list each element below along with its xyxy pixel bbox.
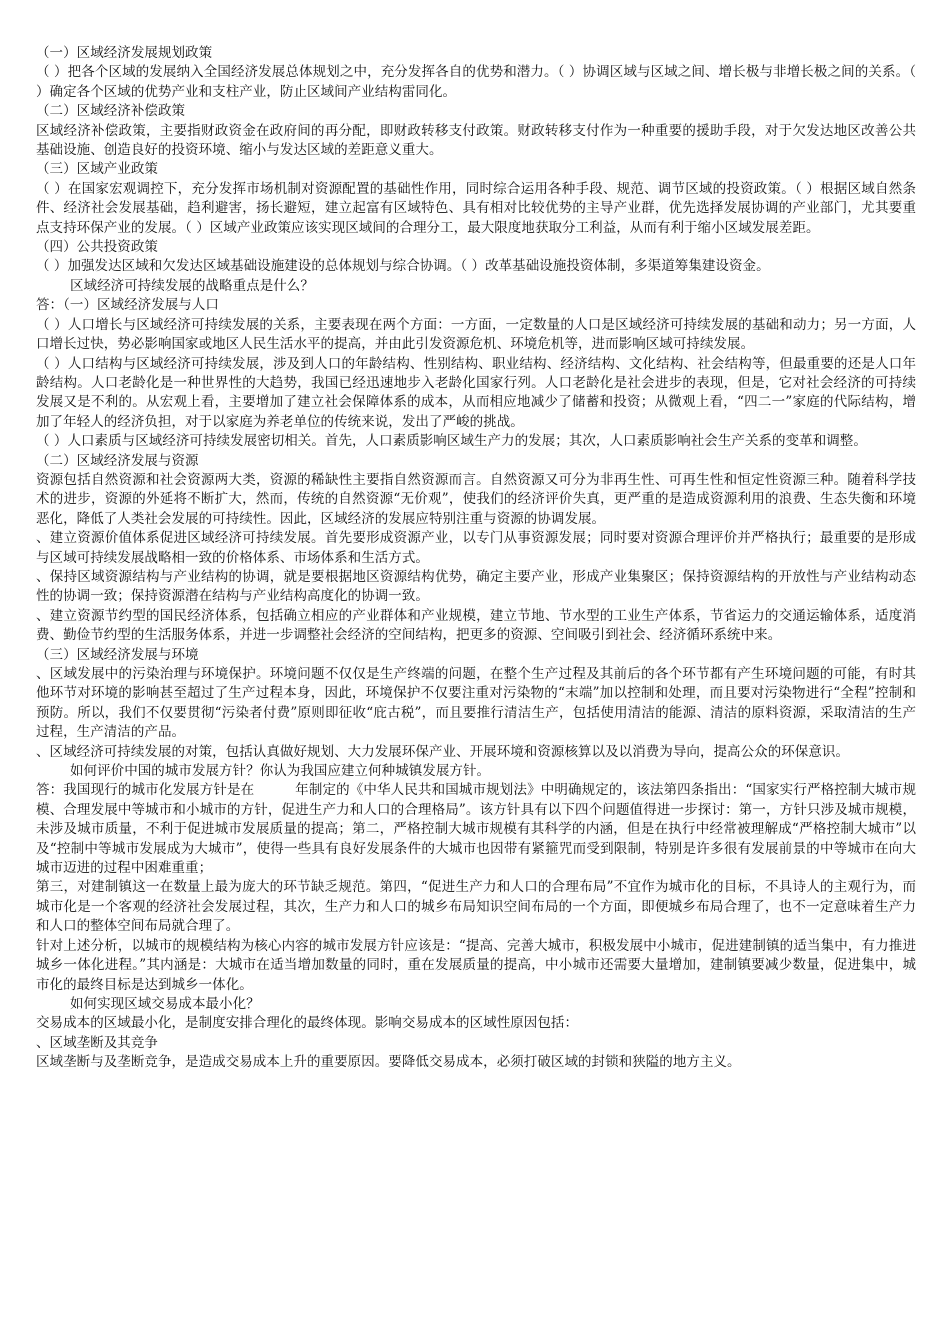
section-heading-industry-policy: （三）区域产业政策 [36,161,158,178]
paragraph: （ ）把各个区域的发展纳入全国经济发展总体规划之中，充分发挥各自的优势和潜力。（ ）协调区域与区域之间、增长极与非增长极之间的关系。（ ）确定各个区域的优势产业和支柱产业，防止区域间产业结构雷同化。 [36,64,916,100]
paragraph: （ ）加强发达区域和欠发达区域基础设施建设的总体规划与综合协调。（ ）改革基础设施投资体制，多渠道筹集建设资金。 [36,258,770,275]
paragraph: 答：我国现行的城市化发展方针是在 年制定的《中华人民共和国城市规划法》中明确规定的，该法第四条指出：“国家实行严格控制大城市规模、合理发展中等城市和小城市的方针，促进生产力和人口的合理格局”。该方针具有以下四个问题值得进一步探讨：第一，方针只涉及城市规模，未涉及城市质量，不利于促进城市发展质量的提高；第二，严格控制大城市规模有其科学的内涵，但是在执行中经常被理解成“严格控制大城市”以及“控制中等城市发展成为大城市”，使得一些具有良好发展条件的大城市也因带有紧箍咒而受到限制，特别是许多很有发展前景的中等城市在向大城市迈进的过程中困难重重； [36,782,916,877]
section-heading-compensation-policy: （二）区域经济补偿政策 [36,103,186,120]
paragraph: 、建立资源价值体系促进区域经济可持续发展。首先要形成资源产业，以专门从事资源发展；同时要对资源合理评价并严格执行；最重要的是形成与区域可持续发展战略相一致的价格体系、市场体系和生活方式。 [36,530,916,566]
section-heading-planning-policy: （一）区域经济发展规划政策 [36,45,213,61]
section-heading-investment-policy: （四）公共投资政策 [36,239,158,256]
paragraph: （ ）在国家宏观调控下，充分发挥市场机制对资源配置的基础性作用，同时综合运用各种手段、规范、调节区域的投资政策。（ ）根据区域自然条件、经济社会发展基础，趋利避害，扬长避短，建立起富有区域特色、具有相对比较优势的主导产业群，优先选择发展协调的产业部门，尤其要重点支持环保产业的发展。（ ）区域产业政策应该实现区域间的合理分工，最大限度地获取分工利益，从而有利于缩小区域发展差距。 [36,180,916,236]
paragraph: 、区域经济可持续发展的对策，包括认真做好规划、大力发展环保产业、开展环境和资源核算以及以消费为导向，提高公众的环保意识。 [36,743,849,760]
question-heading: 如何评价中国的城市发展方针？你认为我国应建立何种城镇发展方针。 [70,763,491,780]
paragraph: 、保持区域资源结构与产业结构的协调，就是要根据地区资源结构优势，确定主要产业，形成产业集聚区；保持资源结构的开放性与产业结构动态性的协调一致；保持资源潜在结构与产业结构高度化的协调一致。 [36,568,916,605]
section-heading-environment: （三）区域经济发展与环境 [36,646,199,663]
paragraph: 、建立资源节约型的国民经济体系，包括确立相应的产业群体和产业规模，建立节地、节水型的工业生产体系，节省运力的交通运输体系，适度消费、勤俭节约型的生活服务体系，并进一步调整社会经济的空间结构，把更多的资源、空间吸引到社会、经济循环系统中来。 [36,607,916,644]
paragraph: （ ）人口增长与区域经济可持续发展的关系，主要表现在两个方面：一方面，一定数量的人口是区域经济可持续发展的基础和动力；另一方面，人口增长过快，势必影响国家或地区人民生活水平的提高，并由此引发资源危机、环境危机等，进而影响区域可持续发展。 [36,316,916,353]
subheading: 、区域垄断及其竞争 [36,1034,158,1051]
section-heading-resources: （二）区域经济发展与资源 [36,452,199,469]
paragraph: （ ）人口素质与区域经济可持续发展密切相关。首先，人口素质影响区域生产力的发展；其次，人口素质影响社会生产关系的变革和调整。 [36,433,867,450]
question-heading: 区域经济可持续发展的战略重点是什么？ [70,277,314,294]
paragraph: 、区域发展中的污染治理与环境保护。环境问题不仅仅是生产终端的问题，在整个生产过程及其前后的各个环节都有产生环境问题的可能，有时其他环节对环境的影响甚至超过了生产过程本身，因此，环境保护不仅要注重对污染物的“末端”加以控制和处理，而且要对污染物进行“全程”控制和预防。所以，我们不仅要贯彻“污染者付费”原则即征收“庇古税”，而且要推行清洁生产，包括使用清洁的能源、清洁的原料资源，采取清洁的生产过程，生产清洁的产品。 [36,666,916,741]
document-body [36,44,916,1073]
paragraph: 区域经济补偿政策，主要指财政资金在政府间的再分配，即财政转移支付政策。财政转移支付作为一种重要的援助手段，对于欠发达地区改善公共基础设施、创造良好的投资环境、缩小与发达区域的差距意义重大。 [36,122,916,159]
answer-heading: 答：（一）区域经济发展与人口 [36,297,219,314]
question-heading: 如何实现区域交易成本最小化？ [70,995,260,1012]
paragraph: 区域垄断与及垄断竞争，是造成交易成本上升的重要原因。要降低交易成本，必须打破区域的封锁和狭隘的地方主义。 [36,1054,741,1071]
paragraph: 针对上述分析，以城市的规模结构为核心内容的城市发展方针应该是：“提高、完善大城市，积极发展中小城市，促进建制镇的适当集中，有力推进城乡一体化进程。”其内涵是：大城市在适当增加数量的同时，重在发展质量的提高，中小城市还需要大量增加，建制镇要减少数量，促进集中，城市化的最终目标是达到城乡一体化。 [36,937,916,993]
paragraph: （ ）人口结构与区域经济可持续发展，涉及到人口的年龄结构、性别结构、职业结构、经济结构、文化结构、社会结构等，但最重要的还是人口年龄结构。人口老龄化是一种世界性的大趋势，我国已经迅速地步入老龄化国家行列。人口老龄化是社会进步的表现，但是，它对社会经济的可持续发展又是不利的。从宏观上看，主要增加了建立社会保障体系的成本，从而相应地减少了储蓄和投资；从微观上看，“四二一”家庭的代际结构，增加了年轻人的经济负担，对于以家庭为养老单位的传统来说，发出了严峻的挑战。 [36,355,916,430]
paragraph: 第三，对建制镇这一在数量上最为庞大的环节缺乏规范。第四，“促进生产力和人口的合理布局”不宜作为城市化的目标，不具诗人的主观行为，而城市化是一个客观的经济社会发展过程，其次，生产力和人口的城乡布局知识空间布局的一个方面，即便城乡布局合理了，也不一定意味着生产力和人口的整体空间布局就合理了。 [36,879,916,935]
paragraph: 交易成本的区域最小化，是制度安排合理化的最终体现。影响交易成本的区域性原因包括： [36,1015,578,1032]
paragraph: 资源包括自然资源和社会资源两大类，资源的稀缺性主要指自然资源而言。自然资源又可分为非再生性、可再生性和恒定性资源三种。随着科学技术的进步，资源的外延将不断扩大，然而，传统的自然资源“无价观”，使我们的经济评价失真，更严重的是造成资源利用的浪费、生态失衡和环境恶化，降低了人类社会发展的可持续性。因此，区域经济的发展应特别注重与资源的协调发展。 [36,471,916,527]
